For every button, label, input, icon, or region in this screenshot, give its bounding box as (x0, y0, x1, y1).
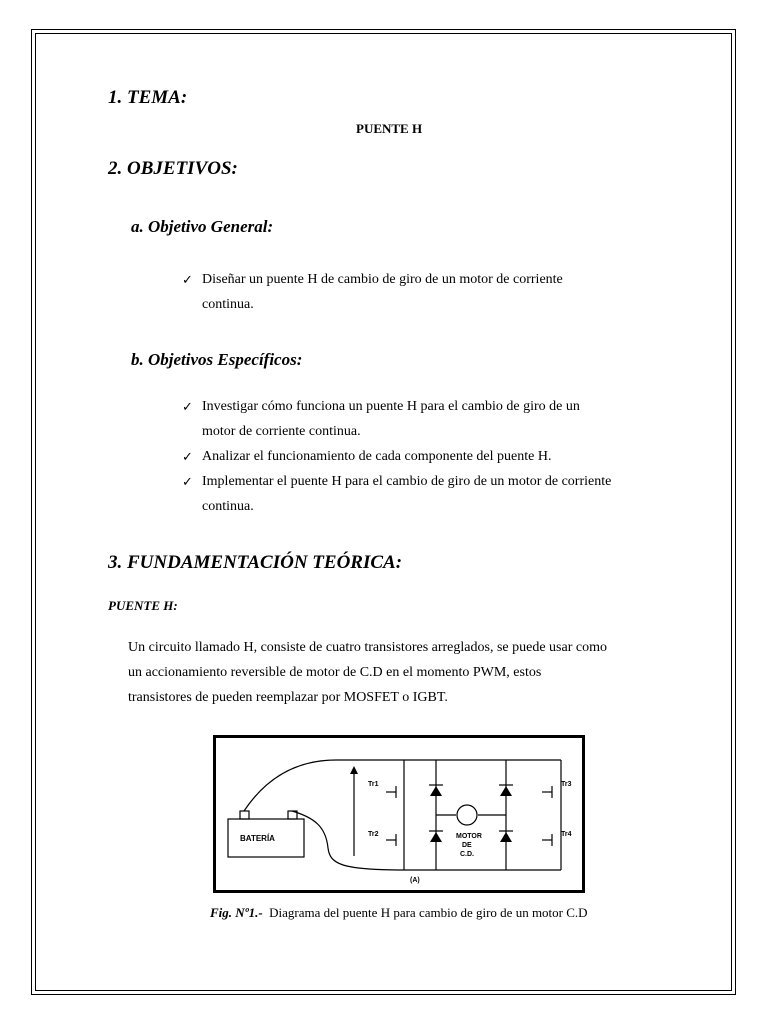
specific-objective-1-line-2: motor de corriente continua. (202, 424, 361, 439)
tr4-label: Tr4 (561, 831, 572, 838)
specific-objective-3-line-1: Implementar el puente H para el cambio de giro de un motor de corriente (202, 474, 612, 489)
section-2-heading: 2. OBJETIVOS: (108, 158, 238, 179)
puente-h-subheading: PUENTE H: (108, 598, 178, 613)
battery-label: BATERÍA (240, 834, 275, 843)
check-icon: ✓ (182, 474, 193, 489)
section-1-subject: PUENTE H (356, 121, 423, 136)
figure-caption-label: Fig. Nº1.- (210, 905, 263, 920)
motor-symbol (457, 805, 477, 825)
diode-3 (500, 786, 512, 796)
check-icon: ✓ (182, 399, 193, 414)
general-objective-line-1: Diseñar un puente H de cambio de giro de un motor de corriente (202, 272, 563, 287)
voltage-arrowhead (350, 766, 358, 774)
paragraph-line-2: un accionamiento reversible de motor de C.D en el momento PWM, estos (128, 665, 542, 680)
check-icon: ✓ (182, 449, 193, 464)
tr1-label: Tr1 (368, 781, 379, 788)
figure-caption-text: Diagrama del puente H para cambio de giro de un motor C.D (269, 905, 588, 920)
motor-label-1: MOTOR (456, 833, 482, 840)
wire-positive (244, 760, 404, 811)
paragraph-line-3: transistores de pueden reemplazar por MOSFET o IGBT. (128, 690, 448, 705)
check-icon: ✓ (182, 272, 193, 287)
specific-objective-1-line-1: Investigar cómo funciona un puente H para el cambio de giro de un (202, 399, 580, 414)
motor-label-3: C.D. (460, 851, 474, 858)
tr3-label: Tr3 (561, 781, 572, 788)
diode-4 (500, 832, 512, 842)
panel-label: (A) (410, 877, 420, 884)
h-bridge-figure (213, 735, 585, 893)
h-bridge-diagram (216, 738, 582, 890)
specific-objectives-heading: b. Objetivos Específicos: (131, 350, 303, 369)
tr2-label: Tr2 (368, 831, 379, 838)
general-objective-line-2: continua. (202, 297, 254, 312)
motor-label-2: DE (462, 842, 472, 849)
section-1-heading: 1. TEMA: (108, 87, 188, 108)
specific-objective-2: Analizar el funcionamiento de cada componente del puente H. (202, 449, 552, 464)
diode-2 (430, 832, 442, 842)
general-objective-heading: a. Objetivo General: (131, 217, 274, 236)
paragraph-line-1: Un circuito llamado H, consiste de cuatro transistores arreglados, se puede usar como (128, 640, 607, 655)
section-3-heading: 3. FUNDAMENTACIÓN TEÓRICA: (108, 552, 403, 573)
diode-1 (430, 786, 442, 796)
specific-objective-3-line-2: continua. (202, 499, 254, 514)
figure-caption (210, 905, 588, 921)
battery-terminal-left (240, 811, 249, 819)
